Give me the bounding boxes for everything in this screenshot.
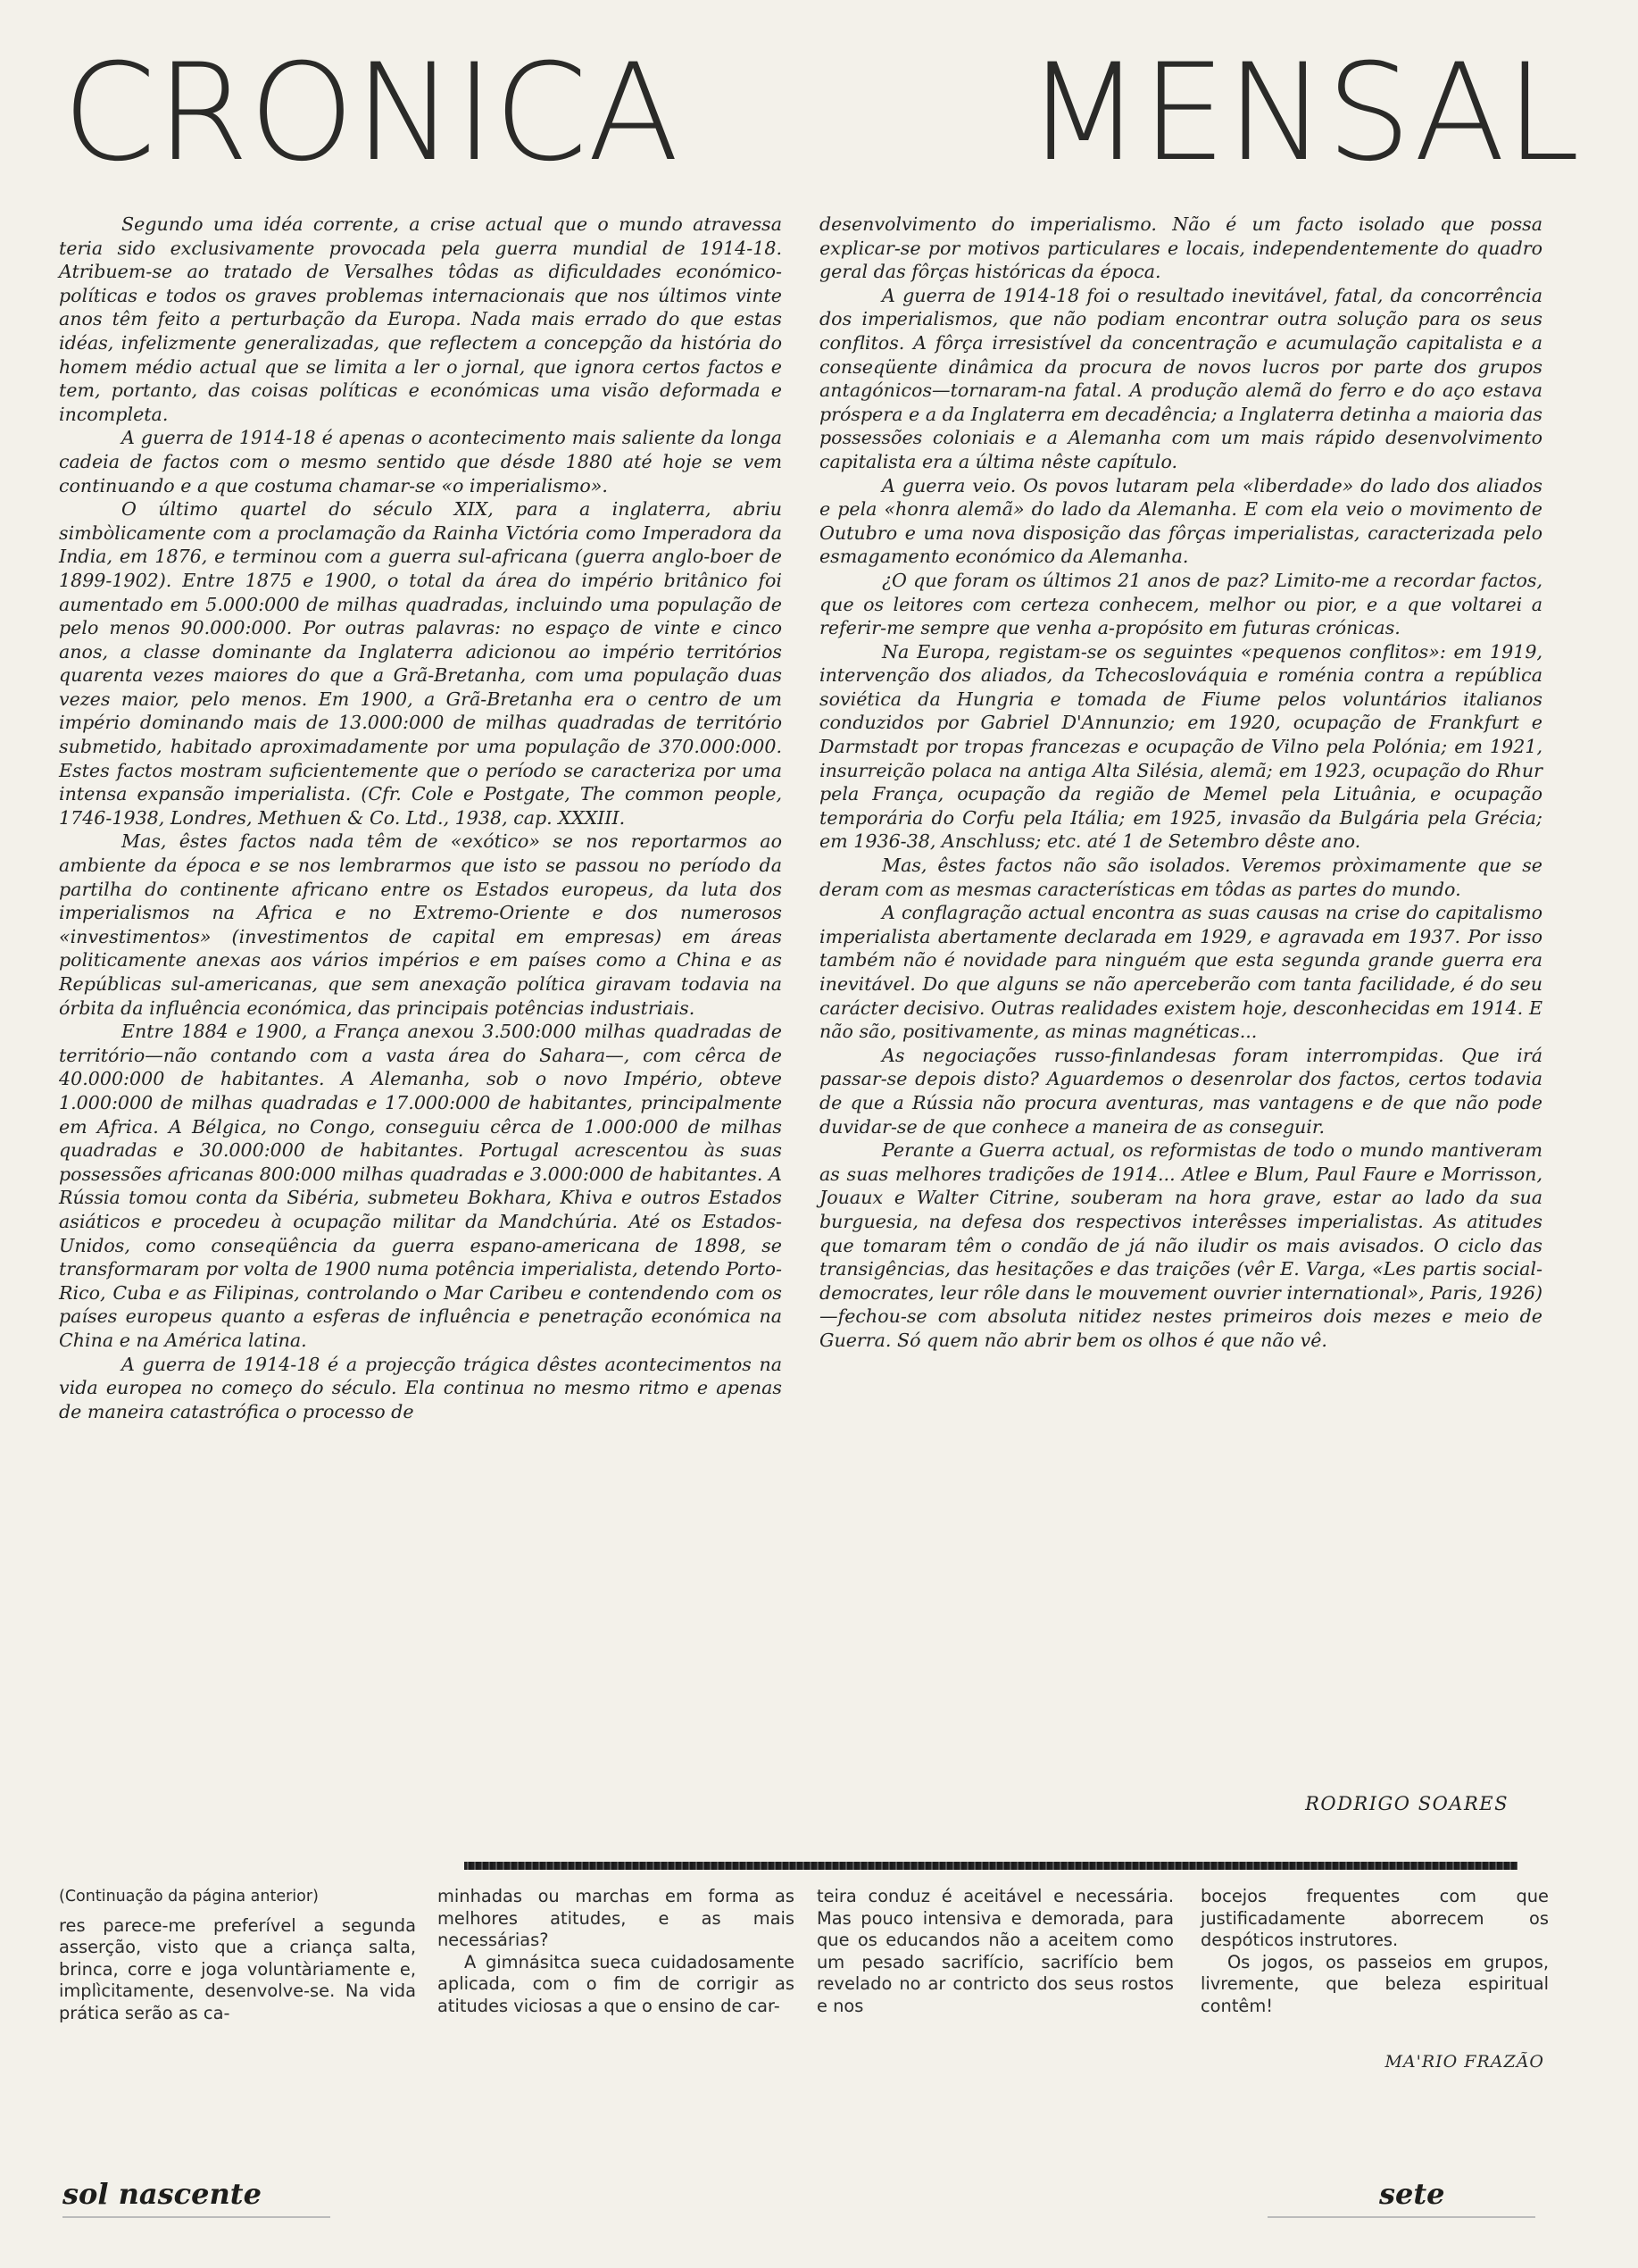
continuation-heading: (Continuação da página anterior) — [59, 1888, 319, 1905]
author-signature: RODRIGO SOARES — [1305, 1793, 1509, 1814]
paragraph: As negociações russo-finlandesas foram interrompidas. Que irá passar-se depois disto? Aguardemos o desenrolar dos factos, certos todavia de que a Rússia não procura aventuras, mas vantagens e de que não pode duvidar-se de que conhece a maneira de as conseguir. — [819, 1044, 1542, 1138]
paragraph: Mas, êstes factos não são isolados. Veremos pròximamente que se deram com as mesmas características em tôdas as partes do mundo. — [819, 855, 1542, 900]
paragraph: Entre 1884 e 1900, a França anexou 3.500:000 milhas quadradas de território—não contando com a vasta área do Sahara—, com cêrca de 40.000:000 de habitantes. A Alemanha, sob o novo Império, obteve 1.000:000 de milhas quadradas e 17.000:000 de habitantes, principalmente em Africa. A Bélgica, no Congo, conseguiu cêrca de 1.000:000 de milhas quadradas e 30.000:000 de habitantes. Portugal acrescentou às suas possessões africanas 800:000 milhas quadradas e 3.000:000 de habitantes. A Rússia tomou conta da Sibéria, submeteu Bokhara, Khiva e outros Estados asiáticos e procedeu à ocupação militar da Mandchúria. Até os Estados-Unidos, como conseqüência da guerra espano-americana de 1898, se transformaram por volta de 1900 numa potência imperialista, detendo Porto-Rico, Cuba e as Filipinas, controlando o Mar Caribeu e contendendo com os países europeus quanto a esferas de influência e penetração económica na China e na América latina. — [59, 1021, 782, 1351]
continuation-column-4 — [1201, 1886, 1549, 2018]
paragraph: O último quartel do século XIX, para a inglaterra, abriu simbòlicamente com a proclamação da Rainha Victória como Imperadora da India, em 1876, e terminou com a guerra sul-africana (guerra anglo-boer de 1899-1902). Entre 1875 e 1900, o total da área do império britânico foi aumentado em 5.000:000 de milhas quadradas, incluindo uma população de pelo menos 90.000:000. Por outras palavras: no espaço de vinte e cinco anos, a classe dominante da Inglaterra adicionou ao império territórios quarenta vezes maiores do que a Grã-Bretanha, com uma população duas vezes maior, pelo menos. Em 1900, a Grã-Bretanha era o centro de um império dominando mais de 13.000:000 de milhas quadradas de território submetido, habitado aproximadamente por uma população de 370.000:000. Estes factos mostram suficientemente que o período se caracteriza por uma intensa expansão imperialista. (Cfr. Cole e Postgate, The common people, 1746-1938, Londres, Methuen & Co. Ltd., 1938, cap. XXXIII. — [59, 498, 782, 829]
paragraph: Os jogos, os passeios em grupos, livremente, que beleza espiritual contêm! — [1201, 1951, 1549, 2016]
page-number: sete — [1379, 2177, 1445, 2211]
continuation-column-1 — [59, 1886, 416, 2025]
paragraph: A guerra de 1914-18 é apenas o acontecimento mais saliente da longa cadeia de factos com o mesmo sentido que désde 1880 até hoje se vem continuando e a que costuma chamar-se «o imperialismo». — [59, 427, 782, 496]
paragraph: ¿O que foram os últimos 21 anos de paz? Limito-me a recordar factos, que os leitores com certeza conhecem, melhor ou pior, e a que voltarei a referir-me sempre que venha a-propósito em futuras crónicas. — [819, 569, 1542, 639]
paragraph: A guerra de 1914-18 é a projecção trágica dêstes acontecimentos na vida europea no começo do século. Ela continua no mesmo ritmo e apenas de maneira catastrófica o processo de — [59, 1353, 782, 1422]
paragraph: A guerra de 1914-18 foi o resultado inevitável, fatal, da concorrência dos imperialismos, que não podiam encontrar outra solução para os seus conflitos. A fôrça irresistível da concentração e acumulação capitalista e a conseqüente dinâmica da procura de novos lucros por parte dos grupos antagónicos—tornaram-na fatal. A produção alemã do ferro e do aço estava próspera e a da Inglaterra em decadência; a Inglaterra detinha a maioria das possessões coloniais e a Alemanha com um mais rápido desenvolvimento capitalista era a última nêste capítulo. — [819, 284, 1542, 472]
continuation-signature: MA'RIO FRAZÃO — [1384, 2052, 1544, 2072]
publication-name: sol nascente — [62, 2177, 262, 2211]
paragraph: Perante a Guerra actual, os reformistas de todo o mundo mantiveram as suas melhores tradições de 1914... Atlee e Blum, Paul Faure e Morrisson, Jouaux e Walter Citrine, souberam na hora grave, estar ao lado da sua burguesia, na defesa dos respectivos interêsses imperialistas. As atitudes que tomaram têm o condão de já não iludir os mais avisados. O ciclo das transigências, das hesitações e das traições (vêr E. Varga, «Les partis social-democrates, leur rôle dans le mouvement ouvrier international», Paris, 1926)—fechou-se com absoluta nitidez nestes primeiros dois mezes e meio de Guerra. Só quem não abrir bem os olhos é que não vê. — [819, 1139, 1542, 1351]
title-word-mensal: MENSAL — [1026, 36, 1580, 191]
continuation-column-3 — [817, 1886, 1174, 2018]
footer-rule-right — [1268, 2216, 1535, 2218]
paragraph: A conflagração actual encontra as suas causas na crise do capitalismo imperialista abertamente declarada em 1929, e agravada em 1937. Por isso também não é novidade para ninguém que esta segunda grande guerra era inevitável. Do que alguns se não aperceberão com tanta facilidade, é do seu carácter decisivo. Outras realidades existem hoje, desconhecidas em 1914. E não são, positivamente, as minas magnéticas... — [819, 902, 1542, 1043]
continuation-column-2 — [437, 1886, 794, 2018]
footer-rule-left — [62, 2216, 330, 2218]
page-title — [62, 36, 1580, 191]
paragraph: A guerra veio. Os povos lutaram pela «liberdade» do lado dos aliados e pela «honra alemã» do lado da Alemanha. E com ela veio o movimento de Outubro e uma nova disposição das fôrças imperialistas, caracterizada pelo esmagamento económico da Alemanha. — [819, 474, 1542, 568]
paragraph: A gimnásitca sueca cuidadosamente aplicada, com o fim de corrigir as atitudes viciosas a que o ensino de car- — [437, 1951, 794, 2016]
paragraph: Na Europa, registam-se os seguintes «pequenos conflitos»: em 1919, intervenção dos aliados, da Tchecoslováquia e roménia contra a república soviética da Hungria e tomada de Fiume pelos voluntários italianos conduzidos por Gabriel D'Annunzio; em 1920, ocupação de Frankfurt e Darmstadt por tropas francezas e ocupação de Vilno pela Polónia; em 1921, insurreição polaca na antiga Alta Silésia, alemã; em 1923, ocupação do Rhur pela França, ocupação da região de Memel pela Lituânia, e ocupação temporária do Corfu pela Itália; em 1925, invasão da Bulgária pela Grécia; em 1936-38, Anschluss; etc. até 1 de Setembro dêste ano. — [819, 640, 1542, 853]
paragraph: teira conduz é aceitável e necessária. Mas pouco intensiva e demorada, para que os educandos não a aceitem como um pesado sacrifício, sacrifício bem revelado no ar contricto dos seus rostos e nos — [817, 1886, 1174, 2016]
section-divider — [464, 1862, 1517, 1870]
paragraph: Mas, êstes factos nada têm de «exótico» se nos reportarmos ao ambiente da época e se nos lembrarmos que isto se passou no período da partilha do continente africano entre os Estados europeus, da luta dos imperialismos na Africa e no Extremo-Oriente e dos numerosos «investimentos» (investimentos de capital em empresas) em áreas politicamente anexas aos vários impérios e em países como a China e as Repúblicas sul-americanas, que sem anexação política giravam todavia na órbita da influência económica, das principais potências industriais. — [59, 830, 782, 1019]
paragraph: minhadas ou marchas em forma as melhores atitudes, e as mais necessárias? — [437, 1886, 794, 1951]
title-word-cronica: CRONICA — [62, 36, 679, 191]
paragraph: bocejos frequentes com que justificadamente aborrecem os despóticos instrutores. — [1201, 1886, 1549, 1951]
paragraph: desenvolvimento do imperialismo. Não é um facto isolado que possa explicar-se por motivos particulares e locais, independentemente do quadro geral das fôrças históricas da época. — [819, 213, 1542, 283]
article-column-right — [819, 213, 1542, 1353]
paragraph: Segundo uma idéa corrente, a crise actual que o mundo atravessa teria sido exclusivamente provocada pela guerra mundial de 1914-18. Atribuem-se ao tratado de Versalhes tôdas as dificuldades económico-políticas e todos os graves problemas internacionais que nos últimos vinte anos têm feito a perturbação da Europa. Nada mais errado do que estas idéas, infelizmente generalizadas, que reflectem a concepção da história do homem médio actual que se limita a ler o jornal, que ignora certos factos e tem, portanto, das coisas políticas e económicas uma visão deformada e incompleta. — [59, 213, 782, 425]
paragraph: res parece-me preferível a segunda asserção, visto que a criança salta, brinca, corre e joga voluntàriamente e, implìcitamente, desenvolve-se. Na vida prática serão as ca- — [59, 1914, 416, 2023]
article-column-left — [59, 213, 782, 1423]
